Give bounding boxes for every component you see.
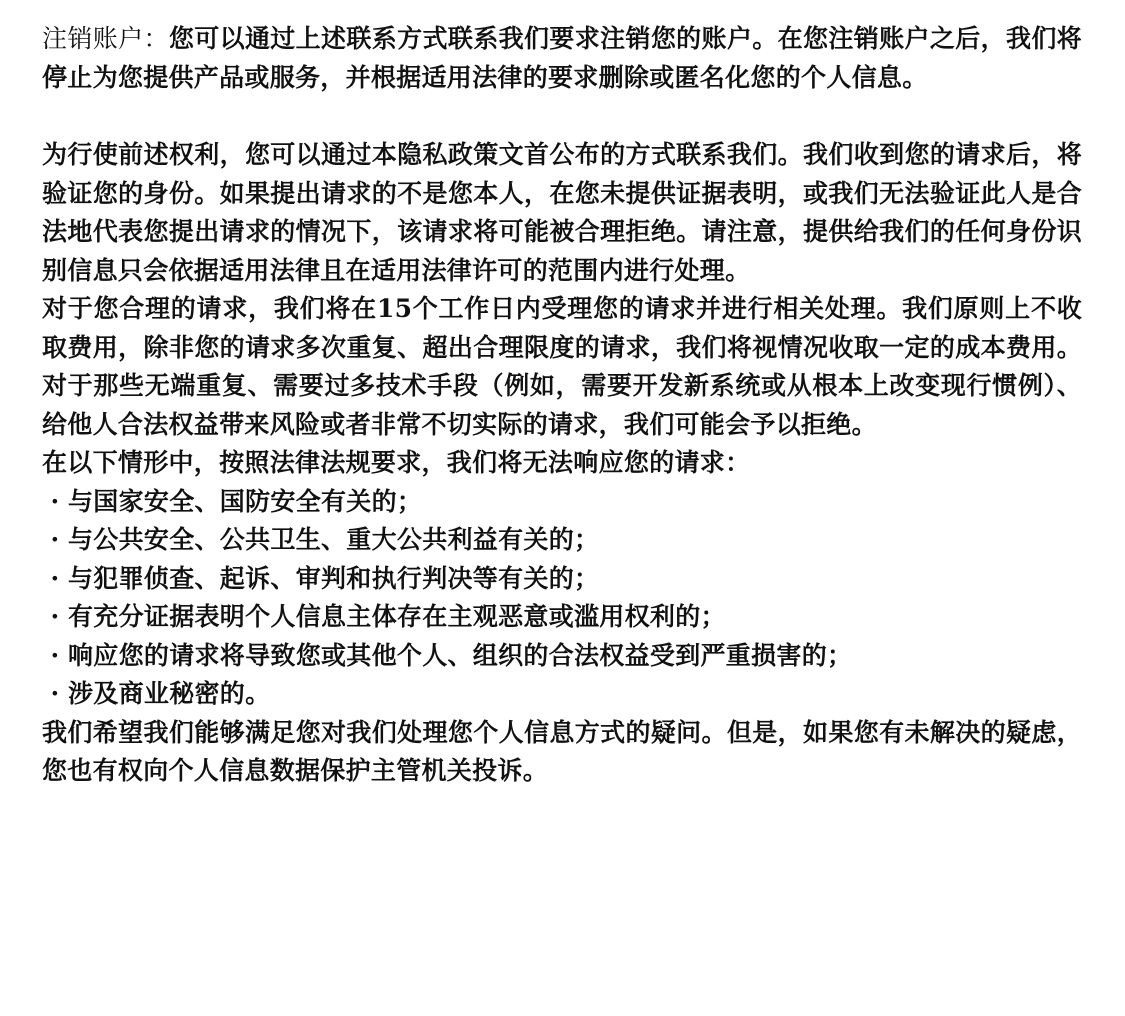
list-item [42, 637, 1082, 676]
list-item-text: 与犯罪侦查、起诉、审判和执行判决等有关的； [68, 563, 600, 593]
exceptions-intro: 在以下情形中，按照法律法规要求，我们将无法响应您的请求： [42, 448, 751, 477]
list-item [42, 560, 1082, 599]
bullet-icon: · [50, 486, 60, 516]
bullet-icon: · [50, 563, 60, 593]
list-item-text: 涉及商业秘密的。 [68, 679, 271, 708]
closing-paragraph: 我们希望我们能够满足您对我们处理您个人信息方式的疑问。但是，如果您有未解决的疑虑，您也有权向个人信息数据保护主管机关投诉。 [42, 717, 1082, 785]
list-item [42, 598, 1082, 637]
list-item-text: 有充分证据表明个人信息主体存在主观恶意或滥用权利的； [68, 602, 726, 631]
exercise-rights-paragraph: 为行使前述权利，您可以通过本隐私政策文首公布的方式联系我们。我们收到您的请求后，将验证您的身份。如果提出请求的不是您本人，在您未提供证据表明，或我们无法验证此人是合法地代表您提出请求的情况下，该请求将可能被合理拒绝。请注意，提供给我们的任何身份识别信息只会依据适用法律且在适用法律许可的范围内进行处理。 [42, 140, 1082, 285]
paragraph-spacer [42, 97, 1082, 136]
document-body [42, 20, 1082, 791]
request-handling-paragraph: 对于您合理的请求，我们将在15个工作日内受理您的请求并进行相关处理。我们原则上不收取费用，除非您的请求多次重复、超出合理限度的请求，我们将视情况收取一定的成本费用。对于那些无端重复、需要过多技术手段（例如，需要开发新系统或从根本上改变现行惯例）、给他人合法权益带来风险或者非常不切实际的请求，我们可能会予以拒绝。 [42, 294, 1082, 439]
list-item-text: 响应您的请求将导致您或其他个人、组织的合法权益受到严重损害的； [68, 640, 853, 670]
account-deletion-text: 您可以通过上述联系方式联系我们要求注销您的账户。在您注销账户之后，我们将停止为您提供产品或服务，并根据适用法律的要求删除或匿名化您的个人信息。 [42, 24, 1082, 92]
list-item [42, 483, 1082, 522]
bullet-icon: · [50, 679, 60, 708]
bullet-icon: · [50, 525, 60, 554]
exceptions-list [42, 483, 1082, 714]
bullet-icon: · [50, 640, 60, 670]
account-deletion-label: 注销账户： [42, 24, 169, 53]
list-item-text: 与公共安全、公共卫生、重大公共利益有关的； [68, 525, 600, 554]
list-item-text: 与国家安全、国防安全有关的； [68, 486, 423, 516]
bullet-icon: · [50, 602, 60, 631]
list-item [42, 675, 1082, 714]
account-deletion-paragraph [42, 20, 1082, 97]
list-item [42, 521, 1082, 560]
